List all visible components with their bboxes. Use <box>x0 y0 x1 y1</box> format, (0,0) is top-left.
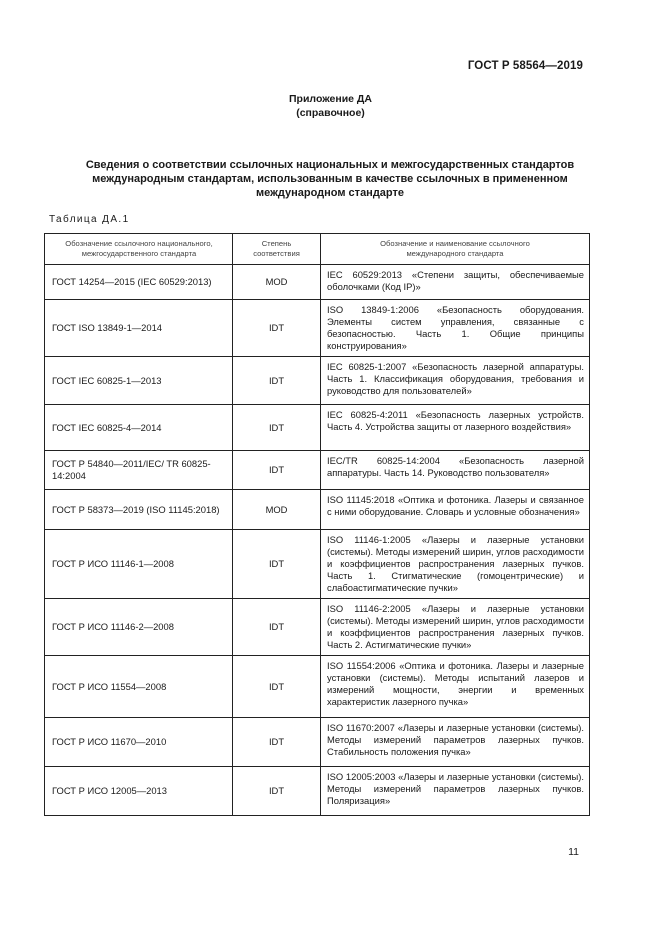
international-standard-cell: IEC 60529:2013 «Степени защиты, обеспечиваемые оболочками (Код IP)» <box>321 265 590 300</box>
international-standard-cell: ISO 11145:2018 «Оптика и фотоника. Лазеры и связанное с ними оборудование. Словарь и условные обозначения» <box>321 490 590 530</box>
degree-cell: MOD <box>233 490 321 530</box>
table-caption: Таблица ДА.1 <box>49 214 130 225</box>
international-standard-cell: ISO 13849-1:2006 «Безопасность оборудования. Элементы систем управления, связанные с безопасностью. Часть 1. Общие принципы конструирования» <box>321 300 590 357</box>
degree-cell: IDT <box>233 530 321 599</box>
international-standard-cell: ISO 11670:2007 «Лазеры и лазерные установки (системы). Методы измерений параметров лазерных пучков. Стабильность положения пучка» <box>321 718 590 767</box>
national-standard-cell: ГОСТ Р ИСО 11146-1—2008 <box>45 530 233 599</box>
table-row <box>45 718 590 767</box>
table-row <box>45 599 590 656</box>
table-header-row <box>45 234 590 265</box>
national-standard-cell: ГОСТ Р 54840—2011/IEC/ TR 60825-14:2004 <box>45 451 233 490</box>
heading-line: международным стандартам, использованным в качестве ссылочных в примененном <box>92 173 568 185</box>
heading-line: международном стандарте <box>255 187 405 199</box>
annex-subtitle: (справочное) <box>296 107 365 119</box>
column-header-national-standard: Обозначение ссылочного национального, межгосударственного стандарта <box>45 234 233 265</box>
national-standard-cell: ГОСТ Р ИСО 11670—2010 <box>45 718 233 767</box>
national-standard-cell: ГОСТ 14254—2015 (IEC 60529:2013) <box>45 265 233 300</box>
table-row <box>45 300 590 357</box>
national-standard-cell: ГОСТ Р 58373—2019 (ISO 11145:2018) <box>45 490 233 530</box>
degree-cell: IDT <box>233 718 321 767</box>
national-standard-cell: ГОСТ Р ИСО 11554—2008 <box>45 656 233 718</box>
table-row <box>45 767 590 816</box>
degree-cell: IDT <box>233 656 321 718</box>
international-standard-cell: ISO 11146-2:2005 «Лазеры и лазерные установки (системы). Методы измерений ширин, углов расходимости и коэффициентов распространения лазерных пучков. Часть 2. Астигматические пучки» <box>321 599 590 656</box>
international-standard-cell: IEC/TR 60825-14:2004 «Безопасность лазерной аппаратуры. Часть 14. Руководство пользователя» <box>321 451 590 490</box>
page-number: 11 <box>568 846 579 858</box>
degree-cell: IDT <box>233 405 321 451</box>
table-row <box>45 405 590 451</box>
international-standard-cell: ISO 11146-1:2005 «Лазеры и лазерные установки (системы). Методы измерений ширин, углов расходимости и коэффициентов распространения лазерных пучков. Часть 1. Стигматические (гомоцентрические) и слабоастигматические пучки» <box>321 530 590 599</box>
heading-line: Сведения о соответствии ссылочных национальных и межгосударственных стандартов <box>85 159 575 171</box>
national-standard-cell: ГОСТ IEC 60825-1—2013 <box>45 357 233 405</box>
degree-cell: IDT <box>233 767 321 816</box>
table-row <box>45 656 590 718</box>
degree-cell: IDT <box>233 357 321 405</box>
annex-title: Приложение ДА <box>289 93 372 105</box>
degree-cell: MOD <box>233 265 321 300</box>
annex-header <box>0 92 661 120</box>
international-standard-cell: ISO 11554:2006 «Оптика и фотоника. Лазеры и лазерные установки (системы). Методы испытаний лазеров и измерений мощности, энергии и временных характеристик лазерного пучка» <box>321 656 590 718</box>
degree-cell: IDT <box>233 300 321 357</box>
national-standard-cell: ГОСТ IEC 60825-4—2014 <box>45 405 233 451</box>
document-standard-id: ГОСТ Р 58564—2019 <box>467 60 583 72</box>
table-row <box>45 530 590 599</box>
table-row <box>45 357 590 405</box>
table-row <box>45 490 590 530</box>
national-standard-cell: ГОСТ ISO 13849-1—2014 <box>45 300 233 357</box>
national-standard-cell: ГОСТ Р ИСО 12005—2013 <box>45 767 233 816</box>
national-standard-cell: ГОСТ Р ИСО 11146-2—2008 <box>45 599 233 656</box>
international-standard-cell: IEC 60825-4:2011 «Безопасность лазерных устройств. Часть 4. Устройства защиты от лазерного воздействия» <box>321 405 590 451</box>
degree-cell: IDT <box>233 451 321 490</box>
correspondence-table <box>44 233 590 816</box>
section-heading <box>62 158 598 200</box>
table-row <box>45 265 590 300</box>
column-header-degree: Степень соответствия <box>233 234 321 265</box>
degree-cell: IDT <box>233 599 321 656</box>
table-row <box>45 451 590 490</box>
international-standard-cell: IEC 60825-1:2007 «Безопасность лазерной аппаратуры. Часть 1. Классификация оборудования, требования и руководство для пользователей» <box>321 357 590 405</box>
international-standard-cell: ISO 12005:2003 «Лазеры и лазерные установки (системы). Методы измерений параметров лазерных пучков. Поляризация» <box>321 767 590 816</box>
column-header-international-standard: Обозначение и наименование ссылочного международного стандарта <box>321 234 590 265</box>
